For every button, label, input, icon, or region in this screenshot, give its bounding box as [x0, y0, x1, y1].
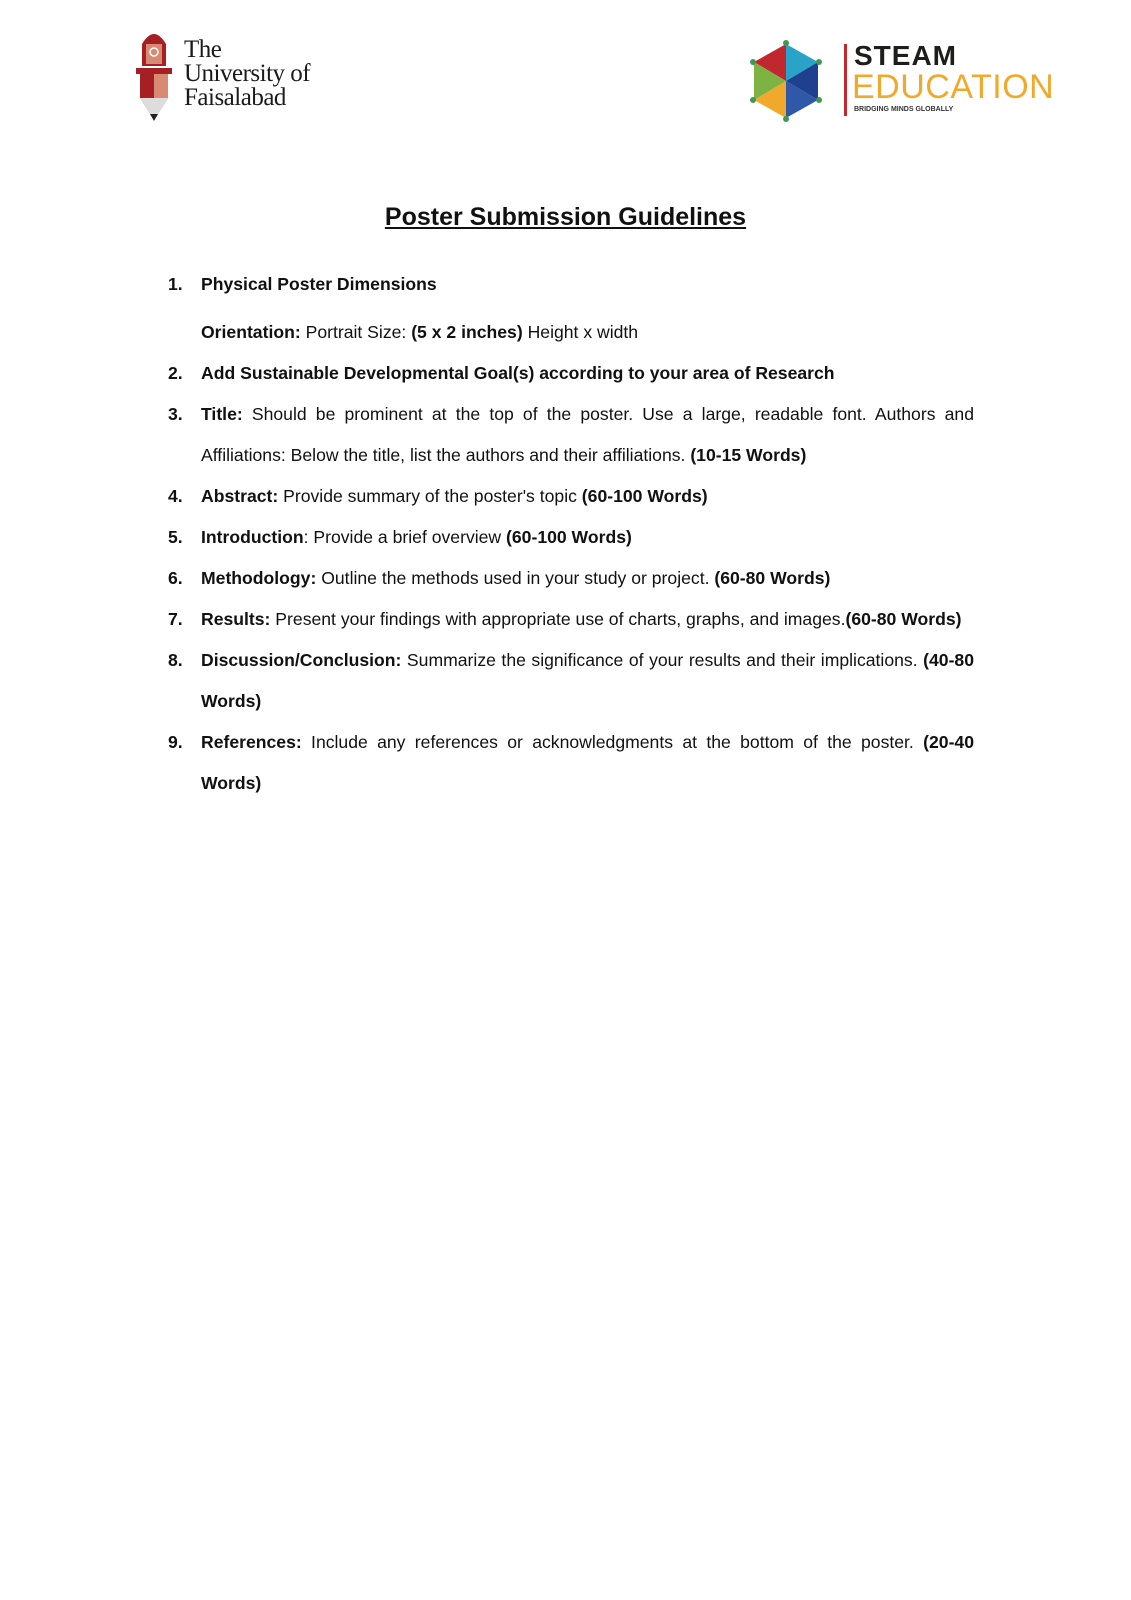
body-text: Provide summary of the poster's topic: [278, 486, 582, 506]
item-number: 6.: [168, 568, 183, 588]
item-number: 4.: [168, 486, 183, 506]
item-number: 8.: [168, 650, 183, 670]
bold-text: (60-80 Words): [845, 609, 962, 629]
item-number: 5.: [168, 527, 183, 547]
item-number: 2.: [168, 363, 183, 383]
bold-text: (10-15 Words): [690, 445, 807, 465]
bold-text: Orientation:: [201, 322, 301, 342]
guidelines-list: [168, 264, 974, 804]
bold-text: (60-100 Words): [506, 527, 632, 547]
logo-education-text: EDUCATION: [852, 68, 1055, 106]
guideline-item: [168, 558, 974, 599]
bold-text: Title:: [201, 404, 243, 424]
bold-text: (40-80 Words): [201, 650, 974, 711]
guideline-item: [168, 640, 974, 722]
guideline-item: [168, 599, 974, 640]
guideline-item: [168, 517, 974, 558]
item-detail: [201, 312, 974, 353]
bold-text: Abstract:: [201, 486, 279, 506]
guideline-item: [168, 394, 974, 476]
bold-text: Add Sustainable Developmental Goal(s) according to your area of Research: [201, 363, 835, 383]
guideline-item: [168, 476, 974, 517]
bold-text: (60-100 Words): [581, 486, 708, 506]
guideline-item: [168, 264, 974, 353]
logo-steam-text: STEAM: [854, 40, 957, 71]
steam-education-logo: [762, 38, 1055, 124]
body-text: Include any references or acknowledgments at the bottom of the poster.: [301, 732, 924, 752]
body-text: Height x width: [522, 322, 639, 342]
bold-text: (20-40 Words): [201, 732, 974, 793]
item-number: 7.: [168, 609, 183, 629]
body-text: Present your findings with appropriate use of charts, graphs, and images.: [270, 609, 846, 629]
bold-text: Methodology:: [201, 568, 317, 588]
logo-text-line: Faisalabad: [184, 84, 286, 111]
guideline-item: [168, 353, 974, 394]
bold-text: Introduction: [201, 527, 304, 547]
logo-text-line: University of: [184, 60, 311, 87]
body-text: Summarize the significance of your results and their implications.: [401, 650, 924, 670]
logo-text-line: The: [184, 36, 222, 63]
item-number: 9.: [168, 732, 183, 752]
university-of-faisalabad-logo: [134, 26, 324, 126]
body-text: Outline the methods used in your study or project.: [316, 568, 715, 588]
bold-text: References:: [201, 732, 302, 752]
body-text: : Provide a brief overview: [303, 527, 507, 547]
bold-text: (60-80 Words): [714, 568, 831, 588]
divider: [844, 44, 847, 116]
page-title: Poster Submission Guidelines: [384, 203, 747, 231]
logo-tagline: BRIDGING MINDS GLOBALLY: [854, 106, 954, 113]
bold-text: Results:: [201, 609, 271, 629]
body-text: Portrait Size:: [300, 322, 412, 342]
item-number: 3.: [168, 404, 183, 424]
bold-text: Discussion/Conclusion:: [201, 650, 402, 670]
bold-text: Physical Poster Dimensions: [201, 274, 437, 294]
body-text: Should be prominent at the top of the poster. Use a large, readable font. Authors and Affiliations: Below the title, list the authors and their affiliations.: [201, 404, 974, 465]
item-number: 1.: [168, 274, 183, 294]
guideline-item: [168, 722, 974, 804]
hexagon-icon: [748, 38, 824, 124]
bold-text: (5 x 2 inches): [411, 322, 523, 342]
tower-pencil-icon: [134, 26, 178, 126]
